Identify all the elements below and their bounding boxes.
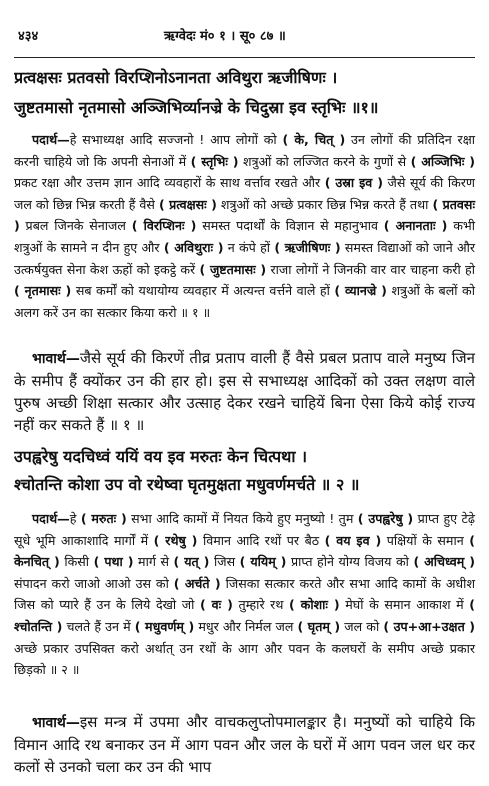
bhavartha-text: इस मन्त्र में उपमा और वाचकलुप्तोपमालङ्कार है। मनुष्यों को चाहिये कि विमान आदि रथ बनाकर उन में आग पवन और जल के घरों में आग पवन जल धर कर कलों से उनको चला कर उन की भाप xyxy=(14,713,475,776)
bhavartha-1 xyxy=(14,347,475,436)
padartha-text: कभी शत्रुओं के सामने न दीन हुए और xyxy=(14,218,476,255)
word-gloss: ( उस्रा इव ) xyxy=(324,175,383,191)
padartha-text: तुम्हारे रथ xyxy=(232,597,289,613)
word-gloss: ( ययिम् ) xyxy=(239,554,287,570)
word-gloss: ( नृतमासः ) xyxy=(14,283,72,299)
word-gloss: ( वः ) xyxy=(199,597,233,613)
bhavartha-text: जैसे सूर्य की किरणें तीव्र प्रताप वाली हैं वैसे प्रबल प्रताप वाले मनुष्य जिन के समीप हैं क्योंकर उन की हार हो। इस से सभाध्यक्ष आदिकों को उक्त लक्षण वाले पुरुष अच्छी शिक्षा सत्कार और उत्साह देकर रखने चाहियें बिना ऐसा किये कोई राज्य नहीं कर सकते हैं ॥ १ ॥ xyxy=(14,349,475,434)
padartha-text: प्रकट रक्षा और उत्तम ज्ञान आदि व्यवहारों के साथ वर्त्ताव रखते और xyxy=(14,175,325,191)
padartha-text: जिसका सत्कार करते और सभा आदि कामों के अधीश जिस को प्यारे हैं उन के लिये देखो जो xyxy=(14,575,476,613)
padartha-text: विमान आदि रथों पर बैठ xyxy=(197,532,325,548)
word-gloss: ( पथा ) xyxy=(93,554,134,570)
page-number: ४३४ xyxy=(18,29,39,44)
word-gloss: ( अविथुराः ) xyxy=(163,239,224,255)
word-gloss: ( अञ्जिभिः ) xyxy=(410,153,476,169)
word-gloss: ( जुष्टतमासः ) xyxy=(199,261,267,277)
word-gloss: ( अचिध्वम् ) xyxy=(413,554,476,570)
padartha-text: प्रबल जिनके सेनाजल xyxy=(19,218,132,234)
padartha-text: समस्त पदार्थों के विज्ञान से महानुभाव xyxy=(196,218,384,234)
padartha-text: उन लोगों की प्रतिदिन रक्षा करनी चाहिये जो कि अपनी सेनाओं में xyxy=(14,132,475,169)
running-head: ऋग्वेदः मं० १ । सू० ८७ ॥ xyxy=(164,29,286,44)
padartha-text: राजा लोगों ने जिनकी वार वार चाहना करी हो xyxy=(266,261,475,277)
word-gloss: ( केनचित् ) xyxy=(14,532,475,570)
word-gloss: ( विरप्शिनः ) xyxy=(131,218,197,234)
header-rule xyxy=(14,57,475,58)
padartha-text: समस्त विद्याओं को जाने और उत्कर्षयुक्त सेना केश ऊहों को इकट्ठे करें xyxy=(14,239,475,277)
mantra-1-line-1: प्रत्वक्षसः प्रतवसो विरप्शिनोऽनानता अविथुरा ऋजीषिणः । xyxy=(14,68,338,87)
word-gloss: ( मरुतः ) xyxy=(80,511,127,526)
padartha-text: हे सभाध्यक्ष आदि सज्जनो ! आप लोगों को xyxy=(69,132,283,147)
mantra-2-line-2: श्चोतन्ति कोशा उप वो रथेष्वा घृतमुक्षता मधुवर्णमर्चते ॥ २ ॥ xyxy=(14,475,360,494)
bhavartha-label: भावार्थ— xyxy=(32,715,80,731)
padartha-text: किसी xyxy=(59,554,94,570)
padartha-text: जिस xyxy=(209,554,240,570)
padartha-text: शत्रुओं के बलों को अलग करें उन का सत्कार किया करो ॥ १ ॥ xyxy=(14,283,475,320)
padartha-label: पदार्थ— xyxy=(32,132,70,147)
padartha-text: मेघों के समान आकाश में xyxy=(339,597,470,613)
padartha-text: सब कर्मों को यथायोग्य व्यवहार में अत्यन्त वर्त्तने वाले हों xyxy=(71,283,335,299)
word-gloss: ( रथेषु ) xyxy=(153,532,198,548)
word-gloss: ( अर्चते ) xyxy=(173,575,221,591)
word-gloss: ( व्यानज्रे ) xyxy=(334,283,387,299)
word-gloss: ( घृतम् ) xyxy=(297,618,341,634)
padartha-text: शत्रुओं को लज्जित करने के गुणों से xyxy=(238,153,411,169)
padartha-text: पक्षियों के समान xyxy=(381,532,470,548)
mantra-1-line-2: जुष्टतमासो नृतमासो अञ्जिभिर्व्यानज्रे के चिदुस्रा इव स्तृभिः ॥१॥ xyxy=(14,98,379,117)
padartha-text: प्राप्त होने योग्य विजय को xyxy=(286,554,414,570)
mantra-2-line-1: उपह्वरेषु यदचिध्वं ययिं वय इव मरुतः केन चित्पथा । xyxy=(14,447,308,466)
padartha-text: मधुर और निर्मल जल xyxy=(194,618,298,634)
padartha-text: हे xyxy=(69,511,81,526)
word-gloss: ( कोशाः ) xyxy=(288,597,340,613)
bhavartha-label: भावार्थ— xyxy=(32,351,80,367)
padartha-text: जैसे सूर्य की किरण जल को छिन्न भिन्न करती हैं वैसे xyxy=(14,175,476,212)
word-gloss: ( वय इव ) xyxy=(324,532,382,548)
padartha-2 xyxy=(14,508,475,681)
word-gloss: ( स्तृभिः ) xyxy=(190,153,239,169)
padartha-text: अच्छे प्रकार उपसिक्त करो अर्थात् उन रथों के आग और पवन के कलघरों के समीप अच्छे प्रकार छिड़को ॥ २ ॥ xyxy=(14,640,475,678)
word-gloss: ( अनानताः ) xyxy=(383,218,448,234)
bhavartha-2 xyxy=(14,711,475,778)
word-gloss: ( प्रतवसः ) xyxy=(14,196,475,234)
padartha-text: सभा आदि कामों में नियत किये हुए मनुष्यो ! तुम xyxy=(126,511,358,526)
word-gloss: ( मधुवर्णम् ) xyxy=(134,618,195,634)
padartha-text: संपादन करो जाओ आओ उस को xyxy=(14,575,174,591)
padartha-text: चलते हैं उन में xyxy=(62,618,135,634)
word-gloss: ( उप+आ+उक्षत ) xyxy=(383,618,476,634)
word-gloss: ( ऋजीषिणः ) xyxy=(274,239,341,255)
padartha-text: शत्रुओं को अच्छे प्रकार छिन्न भिन्न करते हैं तथा xyxy=(216,196,433,212)
word-gloss: ( श्चोतन्ति ) xyxy=(14,597,476,634)
word-gloss: ( यत् ) xyxy=(173,554,210,570)
word-gloss: ( के, चित् ) xyxy=(282,132,346,147)
padartha-1 xyxy=(14,129,475,323)
padartha-text: मार्ग से xyxy=(133,554,174,570)
padartha-text: जल को xyxy=(340,618,384,634)
word-gloss: ( उपह्वरेषु ) xyxy=(357,511,414,526)
padartha-text: न कंपे हों xyxy=(223,239,275,255)
padartha-text: प्राप्त हुए टेढ़े सूधे भूमि आकाशादि मार्गों में xyxy=(14,511,475,548)
word-gloss: ( प्रत्वक्षसः ) xyxy=(158,196,217,212)
padartha-label: पदार्थ— xyxy=(32,511,70,526)
page-header xyxy=(14,10,475,44)
